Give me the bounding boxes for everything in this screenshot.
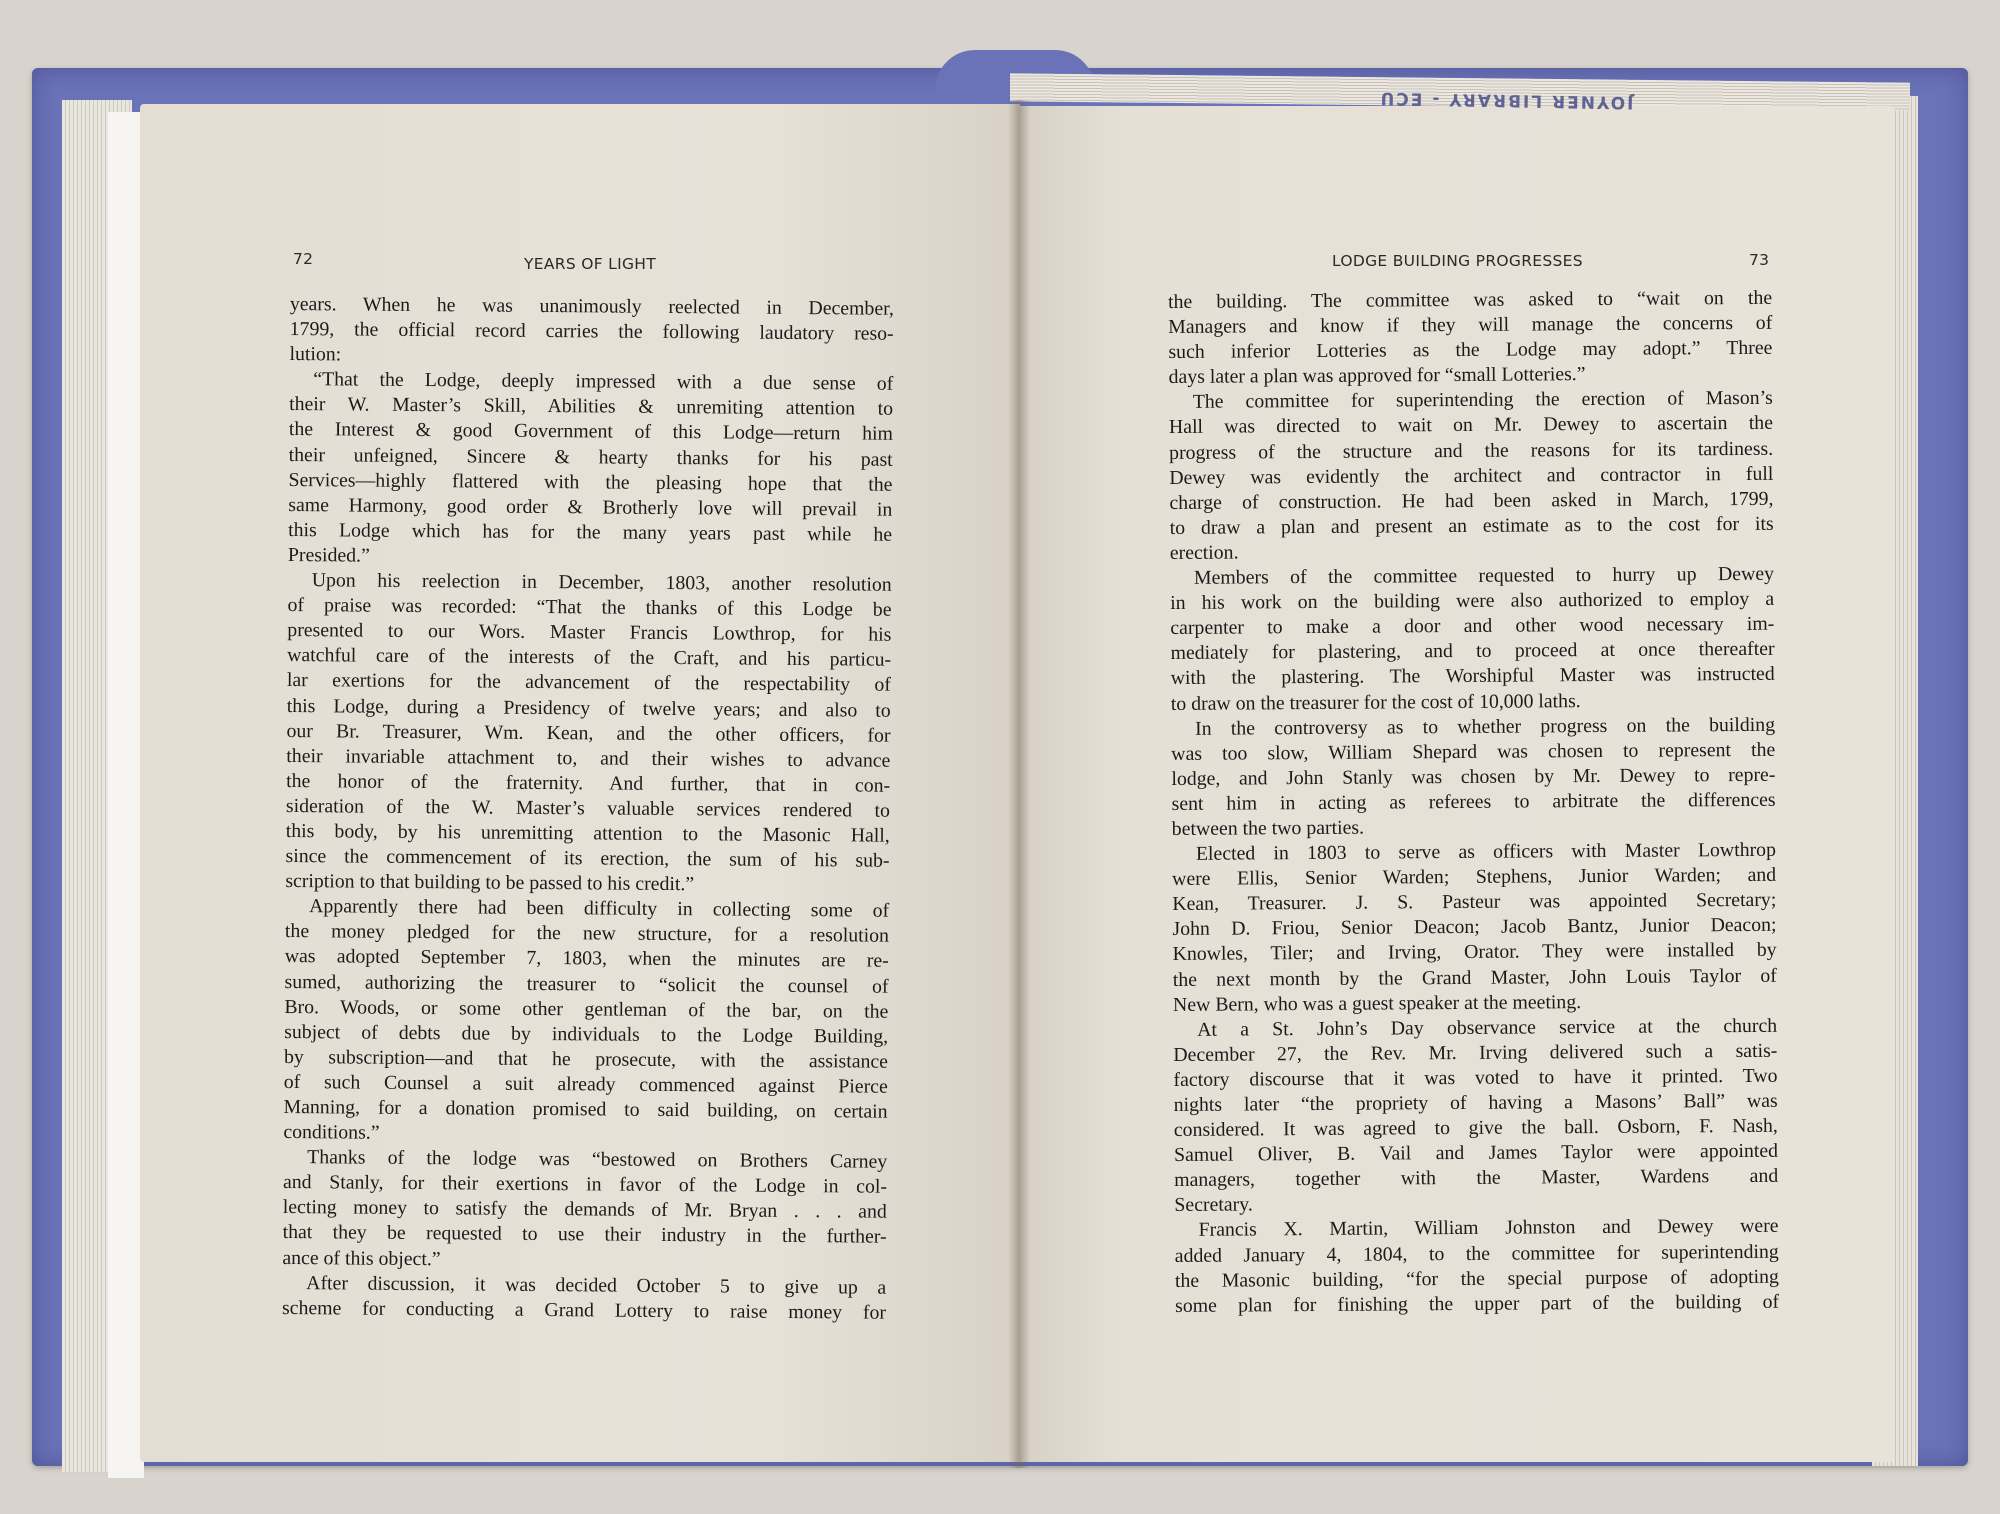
right-running-head: LODGE BUILDING PROGRESSES — [1332, 252, 1583, 270]
text-line: lar exertions for the advancement of the respectability of — [286, 669, 892, 697]
text-line: Thanks of the lodge was “bestowed on Brothers Carney — [307, 1146, 888, 1173]
text-line: of praise was recorded: “That the thanks of this Lodge be — [287, 594, 892, 621]
text-line: Kean, Treasurer. J. S. Pasteur was appointed Secretary; — [1172, 889, 1777, 916]
text-line: At a St. John’s Day observance service at the church — [1197, 1014, 1778, 1041]
text-line: Apparently there had been difficulty in collecting some of — [309, 895, 890, 922]
text-line: their W. Master’s Skill, Abilities & unremiting attention to — [289, 393, 894, 421]
text-line: the Interest & good Government of this Lodge—return him — [288, 418, 893, 446]
text-line: this Lodge which has for the many years past while he — [288, 518, 893, 546]
text-line: ance of this object.” — [282, 1246, 441, 1270]
library-stamp: JOYNER LIBRARY - ECU — [1378, 87, 1634, 113]
text-line: added January 4, 1804, to the committee for superintending — [1174, 1240, 1779, 1267]
text-line: Dewey was evidently the architect and contractor in full — [1169, 462, 1774, 489]
text-line: since the commencement of its erection, the sum of his sub- — [285, 845, 890, 872]
text-line: such inferior Lotteries as the Lodge may adopt.” Three — [1168, 336, 1773, 364]
right-page-number: 73 — [1749, 251, 1770, 269]
text-line: considered. It was agreed to give the ball. Osborn, F. Nash, — [1173, 1114, 1778, 1142]
text-line: and Stanly, for their exertions in favor of the Lodge in col- — [282, 1171, 888, 1198]
text-line: lecting money to satisfy the demands of Mr. Bryan . . . and — [282, 1196, 887, 1224]
text-line: nights later “the propriety of having a Masons’ Ball” was — [1173, 1089, 1778, 1116]
text-line: the money pledged for the new structure, for a resolution — [284, 920, 890, 948]
text-line: lution: — [289, 343, 342, 366]
text-line: After discussion, it was decided October 5 to give up a — [306, 1271, 887, 1299]
text-line: Bro. Woods, or some other gentleman of the bar, on the — [284, 995, 889, 1023]
text-line: managers, together with the Master, Wardens and — [1174, 1165, 1779, 1192]
left-body-text — [282, 292, 894, 1326]
text-line: some plan for finishing the upper part of the building of — [1175, 1290, 1780, 1317]
text-line: same Harmony, good order & Brotherly love will prevail in — [288, 493, 893, 521]
text-line: Hall was directed to wait on Mr. Dewey to ascertain the — [1168, 412, 1774, 439]
text-line: In the controversy as to whether progress on the building — [1194, 713, 1776, 740]
text-line: by subscription—and that he prosecute, with the assistance — [283, 1045, 889, 1073]
right-body-text — [1168, 286, 1779, 1319]
book-gutter — [1008, 100, 1030, 1468]
text-line: New Bern, who was a guest speaker at the meeting. — [1172, 990, 1582, 1016]
text-line: Samuel Oliver, B. Vail and James Taylor were appointed — [1173, 1139, 1779, 1167]
text-line: to draw a plan and present an estimate as to the cost for its — [1169, 512, 1774, 539]
text-line: their invariable attachment to, and their wishes to advance — [286, 744, 891, 772]
text-line: the Masonic building, “for the special purpose of adopting — [1174, 1265, 1779, 1292]
text-line: 1799, the official record carries the following laudatory reso- — [289, 318, 894, 345]
text-line: scription to that building to be passed to his credit.” — [285, 870, 695, 896]
text-line: the next month by the Grand Master, John Louis Taylor of — [1172, 964, 1777, 991]
text-line: sent him in acting as referees to arbitrate the differences — [1171, 788, 1776, 815]
text-line: sumed, authorizing the treasurer to “solicit the counsel of — [284, 970, 889, 998]
text-line: Presided.” — [287, 543, 370, 567]
text-line: the honor of the fraternity. And further, that in con- — [286, 769, 891, 797]
text-line: were Ellis, Senior Warden; Stephens, Junior Warden; and — [1172, 863, 1777, 891]
text-line: John D. Friou, Senior Deacon; Jacob Bantz, Junior Deacon; — [1172, 914, 1777, 941]
text-line: their unfeigned, Sincere & hearty thanks for his past — [288, 443, 893, 471]
text-line: lodge, and John Stanly was chosen by Mr. Dewey to repre- — [1171, 763, 1776, 790]
text-line: The committee for superintending the erection of Mason’s — [1192, 387, 1773, 414]
text-line: progress of the structure and the reasons for its tardiness. — [1169, 437, 1774, 464]
text-line: mediately for plastering, and to proceed at once thereafter — [1170, 638, 1775, 665]
text-line: that they be requested to use their industry in the further- — [282, 1221, 887, 1249]
text-line: scheme for conducting a Grand Lottery to raise money for — [281, 1296, 887, 1324]
left-running-head: YEARS OF LIGHT — [524, 255, 656, 273]
text-line: charge of construction. He had been asked in March, 1799, — [1169, 487, 1774, 514]
text-line: Manning, for a donation promised to said building, on certain — [283, 1095, 888, 1123]
text-line: of such Counsel a suit already commenced against Pierce — [283, 1070, 888, 1098]
text-line: December 27, the Rev. Mr. Irving delivered such a satis- — [1173, 1039, 1778, 1066]
text-line: Knowles, Tiler; and Irving, Orator. They were installed by — [1172, 939, 1777, 966]
text-line: with the plastering. The Worshipful Master was instructed — [1170, 663, 1775, 690]
text-line: presented to our Wors. Master Francis Lowthrop, for his — [287, 619, 892, 646]
text-line: Elected in 1803 to serve as officers with Master Lowthrop — [1195, 838, 1776, 865]
text-line: the building. The committee was asked to “wait on the — [1168, 286, 1773, 313]
text-line: Secretary. — [1174, 1193, 1253, 1217]
text-line: years. When he was unanimously reelected in December, — [289, 292, 894, 320]
text-line: Upon his reelection in December, 1803, another resolution — [311, 569, 892, 596]
text-line: Francis X. Martin, William Johnston and Dewey were — [1198, 1215, 1779, 1242]
text-line: this Lodge, during a Presidency of twelve years; and also to — [286, 694, 891, 722]
text-line: factory discourse that it was voted to have it printed. Two — [1173, 1064, 1778, 1091]
inserted-sheet — [108, 112, 144, 1478]
text-line: between the two parties. — [1171, 816, 1365, 840]
text-line: “That the Lodge, deeply impressed with a due sense of — [313, 368, 894, 396]
text-line: days later a plan was approved for “small Lotteries.” — [1168, 363, 1586, 389]
text-line: was too slow, William Shepard was chosen to represent the — [1171, 738, 1776, 765]
text-line: Managers and know if they will manage the concerns of — [1168, 311, 1773, 339]
text-line: watchful care of the interests of the Craft, and his particu- — [287, 644, 892, 672]
text-line: Members of the committee requested to hurry up Dewey — [1193, 562, 1775, 589]
text-line: our Br. Treasurer, Wm. Kean, and the other officers, for — [286, 719, 891, 747]
text-line: subject of debts due by individuals to the Lodge Building, — [284, 1020, 889, 1048]
text-line: conditions.” — [283, 1121, 380, 1144]
text-line: was adopted September 7, 1803, when the minutes are re- — [284, 945, 889, 973]
left-page-number: 72 — [293, 250, 314, 268]
text-line: to draw on the treasurer for the cost of 10,000 laths. — [1170, 689, 1581, 715]
text-line: this body, by his unremitting attention to the Masonic Hall, — [285, 819, 890, 847]
text-line: erection. — [1169, 541, 1239, 564]
text-line: in his work on the building were also authorized to employ a — [1170, 587, 1775, 615]
text-line: Services—highly flattered with the pleasing hope that the — [288, 468, 893, 496]
text-line: sideration of the W. Master’s valuable services rendered to — [285, 794, 891, 822]
text-line: carpenter to make a door and other wood necessary im- — [1170, 612, 1775, 640]
